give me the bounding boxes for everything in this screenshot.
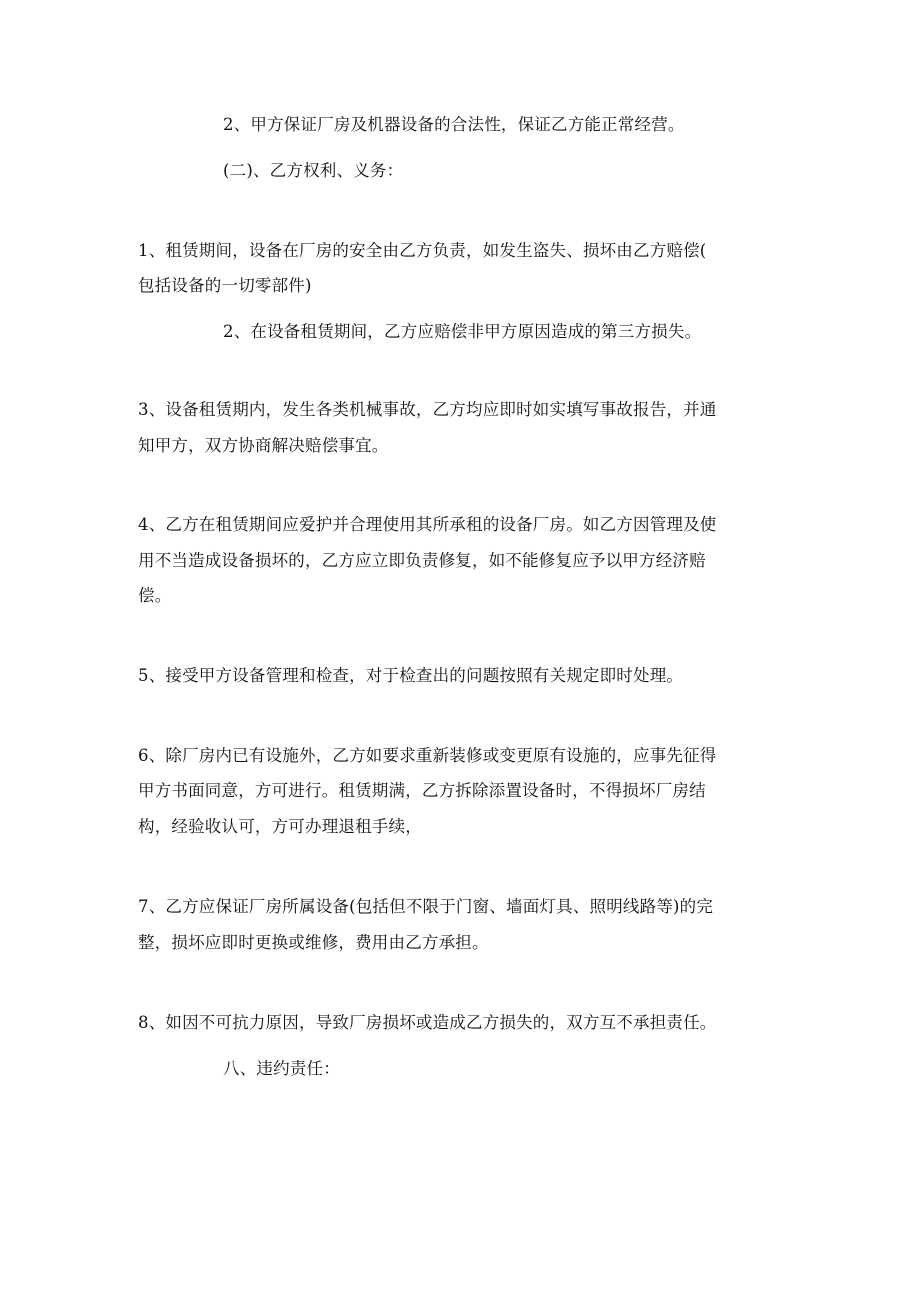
clause-b3-line-1: 3、设备租赁期内，发生各类机械事故，乙方均应即时如实填写事故报告，并通 [138, 400, 717, 419]
clause-b7-line-2: 整，损坏应即时更换或维修，费用由乙方承担。 [138, 933, 489, 952]
section-heading-party-b: (二)、乙方权利、义务： [223, 161, 404, 180]
clause-b5-line: 5、接受甲方设备管理和检查，对于检查出的问题按照有关规定即时处理。 [138, 666, 684, 685]
clause-b4-line-1: 4、乙方在租赁期间应爱护并合理使用其所承租的设备厂房。如乙方因管理及使 [138, 515, 717, 534]
clause-b4-line-3: 偿。 [138, 586, 172, 605]
clause-b6-line-1: 6、除厂房内已有设施外，乙方如要求重新装修或变更原有设施的，应事先征得 [138, 746, 717, 765]
clause-b6-line-2: 甲方书面同意，方可进行。租赁期满，乙方拆除添置设备时，不得损坏厂房结 [138, 781, 706, 800]
clause-b4-line-2: 用不当造成设备损坏的，乙方应立即负责修复，如不能修复应予以甲方经济赔 [138, 551, 706, 570]
clause-b1-line-2: 包括设备的一切零部件) [138, 276, 312, 295]
clause-b8-line: 8、如因不可抗力原因，导致厂房损坏或造成乙方损失的，双方互不承担责任。 [138, 1013, 717, 1032]
section-heading-breach: 八、违约责任： [223, 1059, 340, 1078]
clause-b7-line-1: 7、乙方应保证厂房所属设备(包括但不限于门窗、墙面灯具、照明线路等)的完 [138, 897, 714, 916]
clause-b1-line-1: 1、租赁期间，设备在厂房的安全由乙方负责，如发生盗失、损坏由乙方赔偿( [138, 241, 707, 260]
clause-2-line: 2、甲方保证厂房及机器设备的合法性，保证乙方能正常经营。 [223, 115, 685, 134]
clause-b6-line-3: 构，经验收认可，方可办理退租手续， [138, 817, 422, 836]
clause-b2-line: 2、在设备租赁期间，乙方应赔偿非甲方原因造成的第三方损失。 [223, 322, 702, 341]
clause-b3-line-2: 知甲方，双方协商解决赔偿事宜。 [138, 436, 389, 455]
